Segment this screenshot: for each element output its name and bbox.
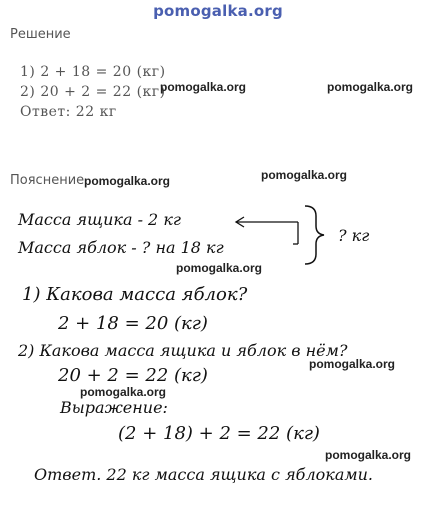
- answer-line: Ответ. 22 кг масса ящика с яблоками.: [34, 465, 374, 484]
- solution-heading: Решение: [10, 27, 71, 42]
- watermark: pomogalka.org: [80, 385, 167, 399]
- equation-1: 2 + 18 = 20 (кг): [58, 313, 208, 334]
- explanation-heading: Пояснение: [10, 173, 85, 188]
- watermark: pomogalka.org: [160, 80, 247, 94]
- question-1: 1) Какова масса яблок?: [22, 284, 248, 305]
- solution-line-2: 2) 20 + 2 = 22 (кг): [20, 84, 166, 100]
- watermark: pomogalka.org: [176, 261, 263, 275]
- solution-answer: Ответ: 22 кг: [20, 104, 117, 120]
- watermark: pomogalka.org: [327, 80, 414, 94]
- condition-apples-mass: Масса яблок - ? на 18 кг: [18, 238, 224, 257]
- expression-label: Выражение:: [60, 398, 168, 417]
- condition-total: ? кг: [338, 226, 370, 245]
- watermark: pomogalka.org: [84, 174, 171, 188]
- equation-2: 20 + 2 = 22 (кг): [58, 365, 208, 386]
- watermark: pomogalka.org: [325, 448, 412, 462]
- condition-box-mass: Масса ящика - 2 кг: [18, 210, 181, 229]
- expression: (2 + 18) + 2 = 22 (кг): [118, 423, 320, 444]
- watermark-top: pomogalka.org: [153, 2, 283, 20]
- solution-line-1: 1) 2 + 18 = 20 (кг): [20, 64, 166, 80]
- question-2: 2) Какова масса ящика и яблок в нём?: [18, 341, 348, 360]
- watermark: pomogalka.org: [261, 168, 348, 182]
- watermark: pomogalka.org: [309, 357, 396, 371]
